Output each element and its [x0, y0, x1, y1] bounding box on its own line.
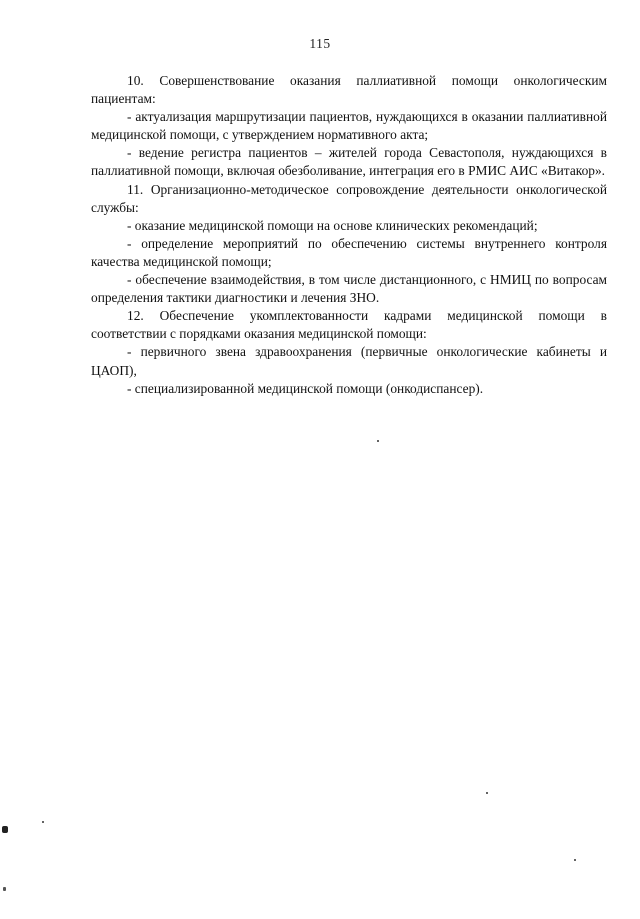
page-number: 115 — [309, 36, 331, 51]
paragraph-methodical-support: 11. Организационно-методическое сопровождение деятельности онкологической службы: — [91, 181, 607, 215]
scan-edge-mark — [2, 826, 8, 833]
paragraph-specialized-care: - специализированной медицинской помощи (онкодиспансер). — [127, 380, 484, 396]
scan-speck — [574, 859, 576, 861]
paragraph-registry: - ведение регистра пациентов – жителей города Севастополя, нуждающихся в паллиативной помощи, включая обезболивание, интеграция его в РМИС АИС «Витакор». — [91, 145, 607, 179]
paragraph-clinical-guidelines: - оказание медицинской помощи на основе клинических рекомендаций; — [127, 217, 538, 233]
scan-edge-mark — [3, 887, 6, 891]
scan-speck — [377, 440, 379, 442]
paragraph-primary-care: - первичного звена здравоохранения (первичные онкологические кабинеты и ЦАОП), — [91, 344, 607, 378]
paragraph-staffing: 12. Обеспечение укомплектованности кадрами медицинской помощи в соответствии с порядками оказания медицинской помощи: — [91, 308, 607, 342]
document-body — [91, 72, 607, 398]
scan-speck — [42, 821, 44, 823]
paragraph-nmic-interaction: - обеспечение взаимодействия, в том числе дистанционного, с НМИЦ по вопросам определения тактики диагностики и лечения ЗНО. — [91, 272, 607, 306]
scan-speck — [486, 792, 488, 794]
paragraph-palliative-care: 10. Совершенствование оказания паллиативной помощи онкологическим пациентам: — [91, 73, 607, 107]
paragraph-quality-control: - определение мероприятий по обеспечению системы внутреннего контроля качества медицинской помощи; — [91, 235, 607, 269]
paragraph-routing: - актуализация маршрутизации пациентов, нуждающихся в оказании паллиативной медицинской помощи, с утверждением нормативного акта; — [91, 109, 607, 143]
